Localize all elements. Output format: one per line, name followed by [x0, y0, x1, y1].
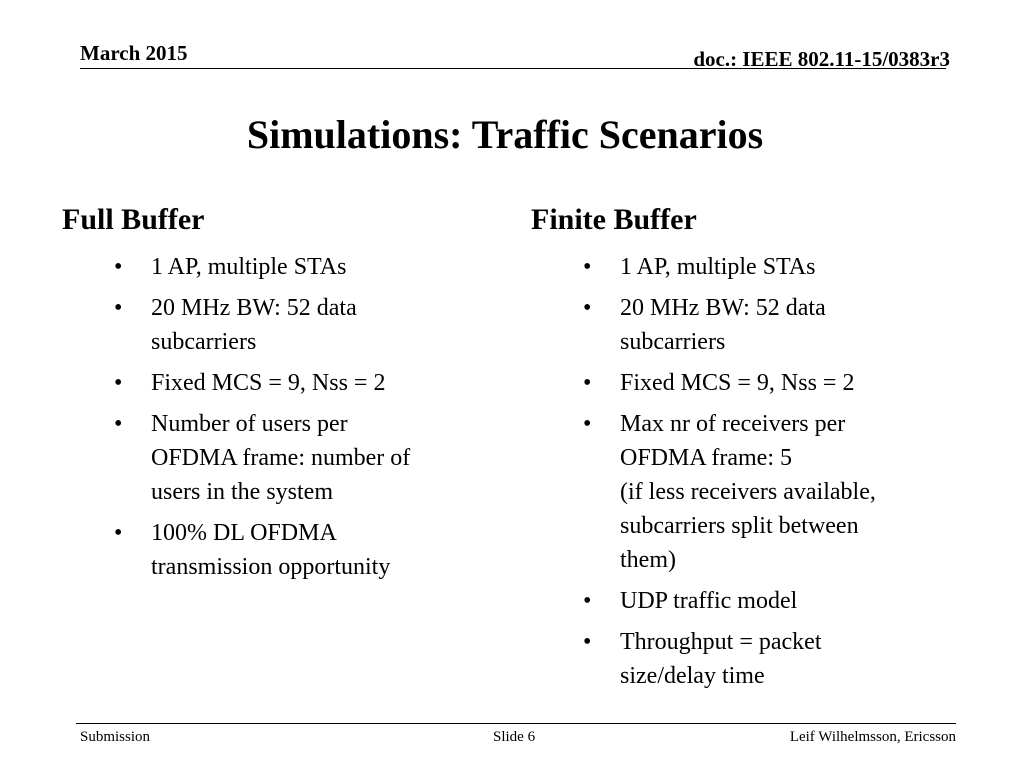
bullet-line: subcarriers split between — [620, 513, 859, 539]
bullet-line: Fixed MCS = 9, Nss = 2 — [620, 370, 855, 396]
bullet-item — [531, 291, 951, 359]
bullet-line: OFDMA frame: 5 — [620, 445, 792, 471]
bullet-item — [531, 250, 951, 284]
bullet-marker: • — [583, 411, 592, 437]
bullet-item — [62, 291, 482, 359]
bullet-marker: • — [583, 629, 592, 655]
finite-buffer-column — [531, 202, 951, 700]
header-doc-id: doc.: IEEE 802.11-15/0383r3 — [693, 47, 950, 71]
bullet-marker: • — [583, 295, 592, 321]
slide-title: Simulations: Traffic Scenarios — [246, 112, 764, 157]
bullet-marker: • — [114, 411, 123, 437]
bullet-marker: • — [583, 588, 592, 614]
header-divider — [80, 68, 946, 69]
bullet-line: 1 AP, multiple STAs — [620, 254, 816, 280]
header-date: March 2015 — [80, 41, 188, 65]
bullet-line: 20 MHz BW: 52 data — [151, 295, 357, 321]
full-buffer-list — [62, 250, 482, 584]
bullet-item — [531, 584, 951, 618]
bullet-line: Throughput = packet — [620, 629, 822, 655]
footer-submission: Submission — [80, 729, 151, 745]
bullet-marker: • — [583, 254, 592, 280]
finite-buffer-list — [531, 250, 951, 693]
bullet-line: subcarriers — [151, 329, 257, 355]
bullet-item — [62, 516, 482, 584]
bullet-line: size/delay time — [620, 663, 765, 689]
footer-divider — [76, 723, 956, 724]
bullet-line: 100% DL OFDMA — [151, 520, 337, 546]
bullet-line: OFDMA frame: number of — [151, 445, 411, 471]
full-buffer-column — [62, 202, 482, 591]
bullet-line: Fixed MCS = 9, Nss = 2 — [151, 370, 386, 396]
bullet-marker: • — [114, 295, 123, 321]
bullet-line: UDP traffic model — [620, 588, 798, 614]
footer-author: Leif Wilhelmsson, Ericsson — [789, 729, 956, 745]
footer-slide-number: Slide 6 — [493, 729, 536, 745]
bullet-marker: • — [114, 520, 123, 546]
bullet-marker: • — [114, 254, 123, 280]
bullet-item — [62, 366, 482, 400]
finite-buffer-heading: Finite Buffer — [531, 203, 697, 236]
bullet-item — [62, 250, 482, 284]
bullet-item — [62, 407, 482, 509]
bullet-line: transmission opportunity — [151, 554, 391, 580]
bullet-line: them) — [620, 547, 676, 573]
bullet-line: 1 AP, multiple STAs — [151, 254, 347, 280]
bullet-item — [531, 366, 951, 400]
bullet-item — [531, 625, 951, 693]
bullet-line: Max nr of receivers per — [620, 411, 846, 437]
bullet-line: subcarriers — [620, 329, 726, 355]
bullet-line: (if less receivers available, — [620, 479, 876, 505]
full-buffer-heading: Full Buffer — [62, 203, 205, 236]
bullet-item — [531, 407, 951, 577]
bullet-marker: • — [583, 370, 592, 396]
bullet-line: users in the system — [151, 479, 333, 505]
bullet-line: 20 MHz BW: 52 data — [620, 295, 826, 321]
bullet-marker: • — [114, 370, 123, 396]
bullet-line: Number of users per — [151, 411, 348, 437]
